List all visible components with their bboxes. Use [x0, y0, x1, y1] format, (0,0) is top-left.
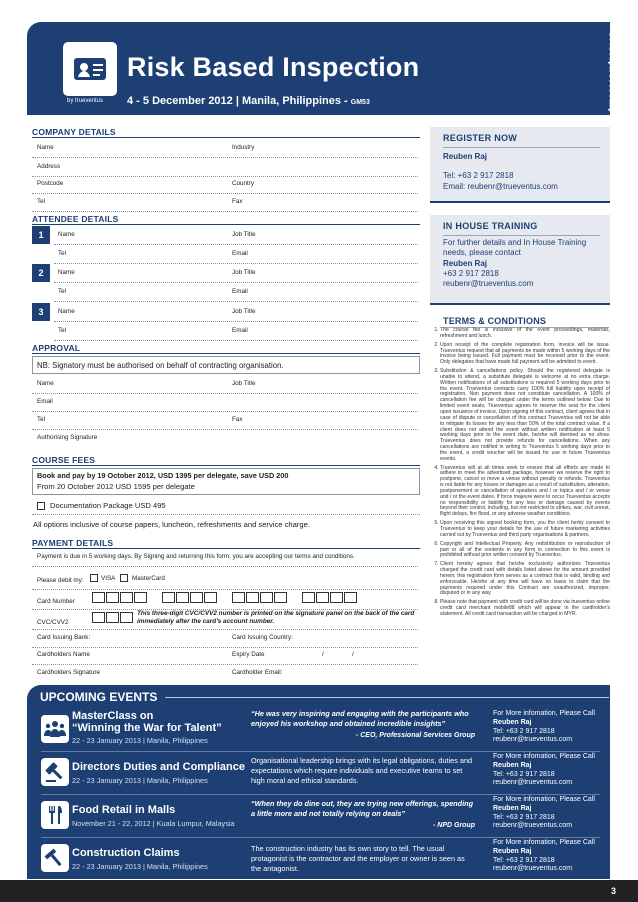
id-card-icon: [73, 54, 107, 84]
card-digit-box[interactable]: [106, 592, 119, 603]
event-contact: For More infomation, Please Call Reuben Raj Tel: +63 2 917 2818 reubenr@trueventus.com: [493, 839, 595, 873]
card-digit-box[interactable]: [330, 592, 343, 603]
company-row-tel[interactable]: Tel Fax: [32, 193, 418, 212]
terms-conditions: [430, 328, 610, 621]
page-title: Risk Based Inspection: [127, 52, 420, 82]
event-date: 22 - 23 January 2013 | Manila, Philippines: [72, 736, 208, 745]
documentation-checkbox[interactable]: [37, 502, 45, 510]
terms-item: 1. The course fee is inclusive of the event proceedings, materials, refreshment and lunch.: [440, 328, 610, 340]
event-masterclass[interactable]: [27, 709, 610, 752]
event-date: 22 - 23 January 2013 | Manila, Philippines: [72, 776, 208, 785]
attendee-3-name-row[interactable]: Name Job Title: [54, 303, 418, 322]
card-digit-box[interactable]: [92, 592, 105, 603]
attendee-3-tel-row[interactable]: Tel Email: [54, 322, 418, 341]
cvc-box-3[interactable]: [120, 612, 133, 623]
terms-item: 4. Trueventus will at all times seek to ensure that all efforts are made to adhere to meet the advertised package, however we reserve the right to postpone, cancel or move a venue without penalty or refunds. Trueventus is not liable for any losses or damages as a result of substitution, alteration, postponement or cancellation of speakers and / or topics and / or venue and / or the event dates. If force majeure were to occur Trueventus accepts no responsibility or liability for any loss or damage caused by events beyond their control, including, but not restricted to strikes, war, civil unrest, flight delays, fire flood, or any adverse weather conditions.: [440, 466, 610, 519]
company-row-postcode[interactable]: Postcode Country: [32, 175, 418, 194]
event-construction-claims[interactable]: [27, 838, 610, 881]
card-digit-box[interactable]: [134, 592, 147, 603]
by-trueventus: by trueventus: [67, 98, 104, 104]
in-house-contact-name: Reuben Raj: [443, 259, 488, 268]
approval-row-name[interactable]: Name Job Title: [32, 375, 418, 394]
divider: [443, 147, 600, 148]
approval-row-signature[interactable]: Authorising Signature: [37, 434, 98, 441]
team-icon: [41, 715, 69, 743]
terms-item: 2. Upon receipt of the complete registration form, invoice will be issue. Trueventus request that all payments be made within 5 working days of the invoice being issued. Full payment must be received prior to the event. Only delegates that have made full payment will be admitted to event.: [440, 343, 610, 366]
event-contact: For More infomation, Please Call Reuben Raj Tel: +63 2 917 2818 reubenr@trueventus.com: [493, 753, 595, 787]
cvc-box-1[interactable]: [92, 612, 105, 623]
event-title: Food Retail in Malls: [72, 804, 176, 816]
mastercard-checkbox[interactable]: [120, 574, 128, 582]
card-digit-box[interactable]: [204, 592, 217, 603]
in-house-text: For further details and In House Training needs, please contact: [443, 238, 587, 257]
event-quote: “He was very inspiring and engaging with the participants who enjoyed his workshop and obtained incredible insights”: [251, 709, 469, 728]
terms-item: 7. Client hereby agrees that he/she exclusively authorizes Trueventus charged the credit card with details listed above for the amount provided herein; this registration form serves as a contract that is valid, binding and enforceable. He/she at any time will have no basis to claim that the payments required under this Contract are unauthorized, improper, disputed or in any way.: [440, 562, 610, 597]
card-digit-box[interactable]: [120, 592, 133, 603]
divider: [32, 514, 420, 515]
mastercard-label: MasterCard: [132, 575, 165, 582]
payment-note-row: Payment is due in 5 working days. By Signing and returning this form, you are accepting our terms and conditions.: [32, 548, 418, 567]
card-digit-box[interactable]: [190, 592, 203, 603]
company-details-heading: COMPANY DETAILS: [32, 127, 116, 137]
card-issuing-row[interactable]: Card Issuing Bank: Card Issuing Country:: [32, 629, 418, 648]
register-now-heading: REGISTER NOW: [443, 133, 518, 143]
attendee-details-heading: ATTENDEE DETAILS: [32, 214, 119, 224]
in-house-tel: +63 2 917 2818: [443, 269, 499, 278]
cardholder-name-row[interactable]: Cardholders Name Expiry Date / /: [32, 646, 418, 665]
event-date: November 21 - 22, 2012 | Kuala Lumpur, Malaysia: [72, 819, 235, 828]
card-digit-box[interactable]: [176, 592, 189, 603]
approval-row-tel[interactable]: Tel Fax: [32, 411, 418, 430]
cardholder-signature-row[interactable]: Cardholders Signature Cardholder Email:: [37, 669, 283, 676]
visa-checkbox[interactable]: [90, 574, 98, 582]
fees-early-bird: Book and pay by 19 October 2012, USD 1395 per delegate, save USD 200: [37, 471, 289, 480]
event-title: Construction Claims: [72, 847, 180, 859]
approval-note: NB: Signatory must be authorised on behalf of contracting organisation.: [37, 361, 284, 370]
event-contact: For More infomation, Please Call Reuben Raj Tel: +63 2 917 2818 reubenr@trueventus.com: [493, 710, 595, 744]
event-directors-duties[interactable]: [27, 752, 610, 795]
register-contact-name: Reuben Raj: [443, 152, 488, 161]
card-digit-box[interactable]: [162, 592, 175, 603]
terms-item: 6. Copyright and Intellectual Property. Any redistribution or reproduction of part or all of the contents in any form in connection to this event is prohibited without prior written consent by Trueventus.: [440, 542, 610, 560]
register-now-panel: [430, 127, 610, 203]
payment-details-heading: PAYMENT DETAILS: [32, 538, 114, 548]
attendee-1-name-row[interactable]: Name Job Title: [54, 226, 418, 245]
card-digit-box[interactable]: [246, 592, 259, 603]
event-quote: “When they do dine out, they are trying new offerings, spending a little more and not totally relying on deals”: [251, 799, 474, 818]
terms-list: [430, 328, 610, 618]
approval-heading: APPROVAL: [32, 343, 81, 353]
event-title: Directors Duties and Compliance: [72, 761, 245, 773]
in-house-email[interactable]: reubenr@trueventus.com: [443, 279, 534, 288]
card-number-row[interactable]: Card Number: [32, 590, 418, 610]
divider: [32, 224, 420, 225]
gavel-icon: [41, 758, 69, 786]
terms-heading: TERMS & CONDITIONS: [443, 316, 547, 326]
visa-label: VISA: [101, 575, 116, 582]
event-date: 22 - 23 January 2013 | Manila, Philippines: [72, 862, 208, 871]
register-tel: Tel: +63 2 917 2818: [443, 171, 514, 180]
card-digit-box[interactable]: [274, 592, 287, 603]
event-description: Organisational leadership brings with its legal obligations, duties and expectations which require individuals and executive teams to set high moral and ethical standards.: [251, 756, 473, 785]
fees-standard: From 20 October 2012 USD 1595 per delegate: [37, 482, 195, 491]
event-quote-source: - NPD Group: [433, 822, 475, 829]
divider: [32, 465, 420, 466]
attendee-number-3: 3: [32, 303, 50, 321]
card-digit-box[interactable]: [344, 592, 357, 603]
card-digit-box[interactable]: [302, 592, 315, 603]
divider: [32, 353, 420, 354]
footer-bar: [0, 880, 638, 902]
page-number: 3: [610, 886, 616, 896]
divider: [32, 137, 420, 138]
documentation-package: Documentation Package USD 495: [50, 501, 166, 510]
event-contact: For More infomation, Please Call Reuben Raj Tel: +63 2 917 2818 reubenr@trueventus.com: [493, 796, 595, 830]
upcoming-events-heading: UPCOMING EVENTS: [40, 690, 158, 704]
register-email[interactable]: Email: reubenr@trueventus.com: [443, 182, 558, 191]
card-digit-box[interactable]: [316, 592, 329, 603]
cvc-note: This three-digit CVC/CVV2 number is printed on the signature panel on the back of the card immediately after the card's account number.: [137, 610, 415, 625]
payment-debit-row: Please debit my:: [32, 568, 418, 590]
terms-item: 8. Please note that payment with credit card will be done via trueventus online credit card merchant mobile88 which will appear in the cardholder's statement. All credit card transaction will be charged in MYR.: [440, 600, 610, 618]
event-title: MasterClass on: [72, 710, 154, 722]
fees-inclusive-note: All options inclusive of course papers, luncheon, refreshments and service charge.: [33, 520, 310, 529]
cvc-box-2[interactable]: [106, 612, 119, 623]
terms-item: 3. Substitution & cancellations policy. Should the registered delegate is unable to attend, a substitute delegate is welcome at no extra charge. Written notifications of all substitutions is required 5 working days prior to the event. Trueventus contracts carry 100% full liability upon receipt of registration. Non payment does not constitute cancellation. A 100% of cancellation fee will be charged under the terms outlined below. Due to limited event seats, Trueventus agrees to reserve the seat for the client upon issuance of invoice. Upon signing of this contract, client agrees that in case of dispute or cancellation of this contract Trueventus will not be able to mitigate its losses for any less than 50% of the total contract value. If a client does not attend the event without written notification at least 5 working days prior to the event date, he/she will deemed as no show. Trueventus does not provide refunds for cancellations. When any cancellations are notified in writing to Trueventus 5 working days prior to the event, a credit voucher will be issued for use in future Trueventus events.: [440, 369, 610, 463]
card-digit-box[interactable]: [232, 592, 245, 603]
event-food-retail[interactable]: [27, 795, 610, 838]
attendee-number-1: 1: [32, 226, 50, 244]
course-code: GM53: [350, 99, 370, 106]
attendee-2-name-row[interactable]: Name Job Title: [54, 264, 418, 283]
attendee-1-tel-row[interactable]: Tel Email: [54, 245, 418, 264]
event-quote-source: - CEO, Professional Services Group: [355, 732, 475, 739]
attendee-number-2: 2: [32, 264, 50, 282]
approval-row-email[interactable]: Email: [32, 393, 418, 412]
divider: [443, 235, 600, 236]
attendee-2-tel-row[interactable]: Tel Email: [54, 283, 418, 302]
card-digit-box[interactable]: [260, 592, 273, 603]
divider: [165, 697, 609, 698]
logo-box: [63, 42, 117, 96]
cutlery-icon: [41, 801, 69, 829]
event-title-line2: “Winning the War for Talent”: [72, 722, 222, 734]
hammer-icon: [41, 844, 69, 872]
brand-logo: trueventusUS: [604, 30, 620, 112]
header-banner: [27, 22, 620, 115]
event-date-location: 4 - 5 December 2012 | Manila, Philippines - GM53: [127, 95, 370, 107]
cvc-row[interactable]: CVC/CVV2: [32, 610, 418, 630]
in-house-training-panel: [430, 215, 610, 305]
in-house-heading: IN HOUSE TRAINING: [443, 221, 538, 231]
company-row-name[interactable]: Name Industry: [32, 139, 418, 158]
company-row-address[interactable]: Address: [32, 158, 418, 177]
event-description: The construction industry has its own story to tell. The usual protagonist is the contractor and the employer or owner is seen as the antagonist.: [251, 844, 465, 873]
terms-item: 5. Upon receiving this signed booking form, you the client herby consent to Trueventus to keep your details for the use of future marketing activities carried out by Trueventus and third party organisations & partners.: [440, 521, 610, 539]
course-fees-heading: COURSE FEES: [32, 455, 96, 465]
